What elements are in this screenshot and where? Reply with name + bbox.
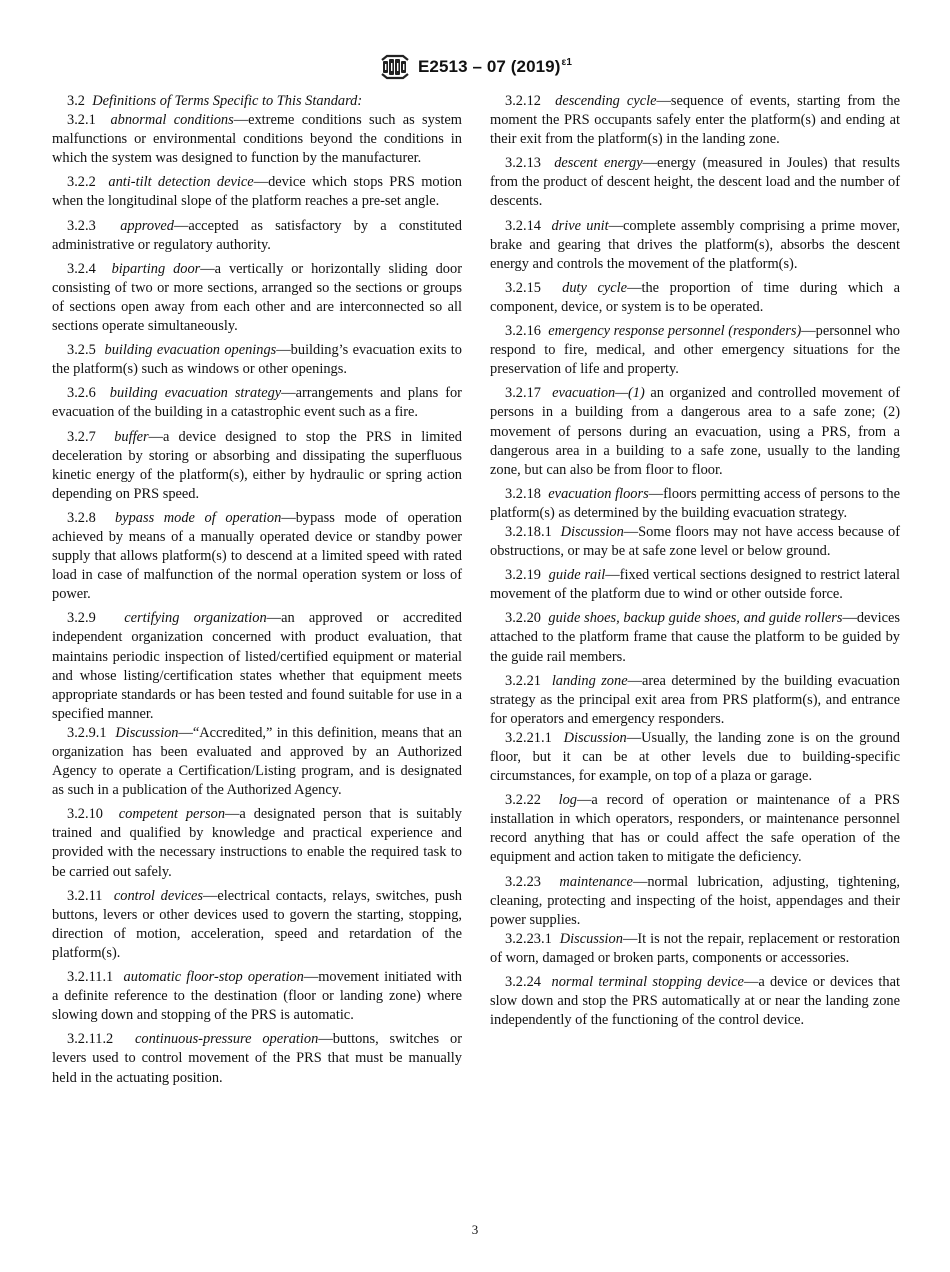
definition-3-2-20: 3.2.20 guide shoes, backup guide shoes, and guide rollers—devices attached to the platform frame that cause the platform to be guided by the guide rail members. [490, 610, 900, 665]
term: control devices [113, 887, 203, 904]
term: abnormal conditions [110, 112, 234, 129]
definition-text: —movement initiated with a definite reference to the destination (floor or landing zone) where slowing down and stopping of the PRS is automatic. [52, 969, 462, 1024]
definition-3-2-4: 3.2.4 biparting door—a vertically or horizontally sliding door consisting of two or more sections, arranged so the sections or groups of sections open away from each other and are interconnected so all sections operate simultaneously. [52, 260, 462, 335]
term: buffer [114, 428, 149, 445]
term: building evacuation strategy [109, 385, 282, 402]
definition-3-2-9-1: 3.2.9.1 Discussion—“Accredited,” in this definition, means that an organization has been evaluated and approved by an Authorized Agency to operate a Certification/Listing program, and is designated as such in a publication of the Authorized Agency. [52, 724, 462, 799]
definition-3-2-2: 3.2.2 anti-tilt detection device—device which stops PRS motion when the longitudinal slope of the platform reaches a pre-set angle. [52, 174, 462, 210]
definition-text: —device which stops PRS motion when the longitudinal slope of the platform reaches a pre-set angle. [52, 174, 462, 210]
definition-3-2-11-1: 3.2.11.1 automatic floor-stop operation—movement initiated with a definite reference to the destination (floor or landing zone) where slowing down and stopping of the PRS is automatic. [52, 969, 462, 1024]
left-column [52, 92, 462, 1093]
term: drive unit [551, 217, 609, 234]
term: guide shoes, backup guide shoes, and guide rollers [548, 610, 843, 627]
definition-3-2-13: 3.2.13 descent energy—energy (measured in Joules) that results from the product of descent height, the descent load and the number of descents. [490, 155, 900, 210]
definition-text: —the proportion of time during which a component, device, or system is to be operated. [490, 279, 900, 315]
definition-3-2-7: 3.2.7 buffer—a device designed to stop the PRS in limited deceleration by storing or absorbing and dissipating the superfluous kinetic energy of the platform(s), either by hydraulic or spring action depending on PRS speed. [52, 428, 462, 502]
definition-3-2-16: 3.2.16 emergency response personnel (responders)—personnel who respond to fire, medical, and other emergency situations for the preservation of life and property. [490, 323, 901, 378]
term: duty cycle [562, 279, 628, 296]
definition-text: —personnel who respond to fire, medical, and other emergency situations for the preservation of life and property. [490, 323, 901, 378]
definition-text: —a vertically or horizontally sliding door consisting of two or more sections, arranged so the sections or groups of sections open away from each other and are interconnected so all sections operate simultaneously. [52, 260, 462, 335]
definition-text: —arrangements and plans for evacuation of the building in a catastrophic event such as a fire. [52, 385, 462, 421]
definition-3-2-17: 3.2.17 evacuation—(1) an organized and controlled movement of persons in a building from a dangerous area to a safe zone; (2) movement of persons during an evacuation, using a PRS, from a dangerous area in a building to a safe zone, usually to the landing zone, but can also be from floor to floor. [490, 385, 900, 478]
term: descent energy [554, 155, 643, 172]
definition-3-2-8: 3.2.8 bypass mode of operation—bypass mode of operation achieved by means of a manually operated device or standby power supply that allows platform(s) to descend at a limited speed with rated load in case of malfunction of the normal operation system or loss of power. [52, 509, 462, 603]
definition-text: —a record of operation or maintenance of a PRS installation in which operators, responders, or maintenance personnel record anything that has or could affect the safe operation of the equipment and action taken to mitigate the deficiency. [490, 792, 900, 866]
definition-text: —a designated person that is suitably trained and qualified by knowledge and practical experience and provided with the necessary instructions to enable the required task to be carried out safely. [52, 806, 462, 880]
term: approved [120, 217, 175, 234]
definition-text: —devices attached to the platform frame that cause the platform to be guided by the guide rail members. [490, 610, 900, 665]
term: Discussion [563, 729, 627, 746]
page-header [0, 52, 950, 82]
term: emergency response personnel (responders) [548, 323, 802, 340]
term: automatic floor-stop operation [123, 969, 304, 986]
definition-3-2-18-1: 3.2.18.1 Discussion—Some floors may not have access because of obstructions, or may be at safe zone level or below ground. [490, 523, 900, 560]
right-column [490, 92, 900, 1035]
term: competent person [118, 806, 226, 823]
term: Discussion [559, 930, 623, 947]
term: building evacuation openings [104, 342, 277, 359]
definition-text: —accepted as satisfactory by a constituted administrative or regulatory authority. [52, 217, 462, 253]
term: landing zone [551, 672, 628, 689]
definition-3-2-22: 3.2.22 log—a record of operation or maintenance of a PRS installation in which operators, responders, or maintenance personnel record anything that has or could affect the safe operation of the equipment and action taken to mitigate the deficiency. [490, 792, 900, 866]
definition-3-2-1: 3.2.1 abnormal conditions—extreme conditions such as system malfunctions or environmental conditions beyond the conditions in which the system was designed to function by the manufacturer. [52, 112, 463, 167]
definition-text: —extreme conditions such as system malfunctions or environmental conditions beyond the conditions in which the system was designed to function by the manufacturer. [52, 112, 463, 167]
definition-text: —Some floors may not have access because of obstructions, or may be at safe zone level or below ground. [490, 523, 900, 560]
term: guide rail [548, 567, 606, 584]
definition-3-2-12: 3.2.12 descending cycle—sequence of events, starting from the moment the PRS occupants safely enter the platform(s) and ending at their exit from the platform(s) in the landing zone. [490, 93, 901, 148]
standard-designation: E2513 – 07 $(2019)^{\varepsilon 1}$ [417, 57, 573, 76]
definition-text: —Usually, the landing zone is on the ground floor, but it can be at other levels due to building-specific circumstances, for example, on top of a plaza or garage. [490, 729, 900, 785]
definition-3-2-11-2: 3.2.11.2 continuous-pressure operation—buttons, switches or levers used to control movement of the PRS that must be manually held in the actuating position. [52, 1031, 462, 1086]
definition-3-2-14: 3.2.14 drive unit—complete assembly comprising a prime mover, brake and gearing that drives the platform(s), absorbs the descent energy and controls the movement of the platform(s). [490, 217, 900, 272]
definition-3-2-23: 3.2.23 maintenance—normal lubrication, adjusting, tightening, cleaning, protecting and inspecting of the hoist, appendages and their power supplies. [490, 873, 900, 928]
definition-text: —fixed vertical sections designed to restrict lateral movement of the platform due to wind or other outside force. [490, 567, 900, 603]
astm-logo-icon [378, 52, 412, 82]
definition-3-2-21: 3.2.21 landing zone—area determined by the building evacuation strategy as the principal exit area from PRS platform(s), and entrance for operators and emergency responders. [490, 672, 900, 727]
definition-text: —sequence of events, starting from the moment the PRS occupants safely enter the platform(s) and ending at their exit from the platform(s) in the landing zone. [490, 93, 901, 148]
term: maintenance [559, 873, 633, 890]
definition-text: —energy (measured in Joules) that results from the product of descent height, the descent load and the number of descents. [490, 155, 900, 210]
term: evacuation—(1) [552, 385, 645, 402]
definition-text: an organized and controlled movement of persons in a building from a dangerous area to a safe zone; (2) movement of persons during an evacuation, using a PRS, from a dangerous area in a building to a safe zone, usually to the landing zone, but can also be from floor to floor. [490, 385, 900, 478]
definition-3-2-10: 3.2.10 competent person—a designated person that is suitably trained and qualified by knowledge and practical experience and provided with the necessary instructions to enable the required task to be carried out safely. [52, 806, 462, 880]
term: certifying organization [124, 610, 267, 627]
definition-text: —complete assembly comprising a prime mover, brake and gearing that drives the platform(s), absorbs the descent energy and controls the movement of the platform(s). [490, 217, 900, 272]
term: evacuation floors [548, 485, 649, 502]
definition-3-2-6: 3.2.6 building evacuation strategy—arrangements and plans for evacuation of the building in a catastrophic event such as a fire. [52, 385, 462, 421]
definition-text: —It is not the repair, replacement or restoration of worn, damaged or broken parts, components or accessories. [490, 930, 901, 966]
definition-text: —buttons, switches or levers used to control movement of the PRS that must be manually held in the actuating position. [52, 1031, 462, 1086]
definition-text: —electrical contacts, relays, switches, push buttons, levers or other devices used to govern the starting, stopping, direction of motion, acceleration, speed and retardation of the platform(s). [52, 887, 462, 961]
definition-text: —building’s evacuation exits to the platform(s) such as windows or other openings. [52, 342, 463, 378]
term: bypass mode of operation [115, 509, 282, 526]
section-intro: 3.2 Definitions of Terms Specific to This Standard: [67, 93, 363, 109]
term: Discussion [115, 724, 179, 741]
definition-text: —a device or devices that slow down and stop the PRS automatically at or near the landing zone independently of the functioning of the control device. [490, 974, 901, 1029]
definition-3-2-24: 3.2.24 normal terminal stopping device—a device or devices that slow down and stop the PRS automatically at or near the landing zone independently of the functioning of the control device. [490, 974, 901, 1029]
term: log [558, 792, 577, 809]
term: normal terminal stopping device [551, 974, 744, 991]
definition-text: —“Accredited,” in this definition, means that an organization has been evaluated and approved by an Authorized Agency to operate a Certification/Listing program, and is designated as such in a publication of the Authorized Agency. [52, 724, 462, 799]
term: continuous-pressure operation [135, 1031, 319, 1048]
definition-3-2-11: 3.2.11 control devices—electrical contacts, relays, switches, push buttons, levers or other devices used to govern the starting, stopping, direction of motion, acceleration, speed and retardation of the platform(s). [52, 887, 462, 961]
definition-3-2-9: 3.2.9 certifying organization—an approved or accredited independent organization concerned with product evaluation, that maintains periodic inspection of listed/certified equipment or material and whose listing/certification states whether that equipment meets appropriate standards or has been tested and found suitable for use in a specified manner. [52, 610, 462, 722]
term: biparting door [111, 260, 201, 277]
definition-3-2-19: 3.2.19 guide rail—fixed vertical sections designed to restrict lateral movement of the platform due to wind or other outside force. [490, 567, 900, 603]
term: anti-tilt detection device [108, 174, 254, 191]
definition-3-2-5: 3.2.5 building evacuation openings—building’s evacuation exits to the platform(s) such as windows or other openings. [52, 342, 463, 378]
definition-3-2-23-1: 3.2.23.1 Discussion—It is not the repair, replacement or restoration of worn, damaged or broken parts, components or accessories. [490, 930, 901, 966]
definition-3-2-3: 3.2.3 approved—accepted as satisfactory by a constituted administrative or regulatory authority. [52, 217, 462, 253]
definition-3-2-18: 3.2.18 evacuation floors—floors permitting access of persons to the platform(s) as determined by the building evacuation strategy. [490, 485, 900, 521]
definition-text: —an approved or accredited independent organization concerned with product evaluation, that maintains periodic inspection of listed/certified equipment or material and whose listing/certification states whether that equipment meets appropriate standards or has been tested and found suitable for use in a specified manner. [52, 610, 462, 722]
definition-text: —floors permitting access of persons to the platform(s) as determined by the building evacuation strategy. [490, 485, 900, 521]
definition-text: —area determined by the building evacuation strategy as the principal exit area from PRS platform(s), and entrance for operators and emergency responders. [490, 672, 900, 727]
definition-3-2-15: 3.2.15 duty cycle—the proportion of time during which a component, device, or system is to be operated. [490, 279, 900, 315]
definition-text: —a device designed to stop the PRS in limited deceleration by storing or absorbing and dissipating the superfluous kinetic energy of the platform(s), either by hydraulic or spring action depending on PRS speed. [52, 428, 462, 502]
term: Discussion [560, 523, 624, 540]
definition-text: —normal lubrication, adjusting, tightening, cleaning, protecting and inspecting of the hoist, appendages and their power supplies. [490, 873, 900, 928]
page-number: 3 [471, 1222, 479, 1237]
term: descending cycle [555, 93, 657, 109]
definition-3-2-21-1: 3.2.21.1 Discussion—Usually, the landing zone is on the ground floor, but it can be at other levels due to building-specific circumstances, for example, on top of a plaza or garage. [490, 729, 900, 785]
definition-text: —bypass mode of operation achieved by means of a manually operated device or standby power supply that allows platform(s) to descend at a limited speed with rated load in case of malfunction of the normal operation system or loss of power. [52, 509, 462, 603]
